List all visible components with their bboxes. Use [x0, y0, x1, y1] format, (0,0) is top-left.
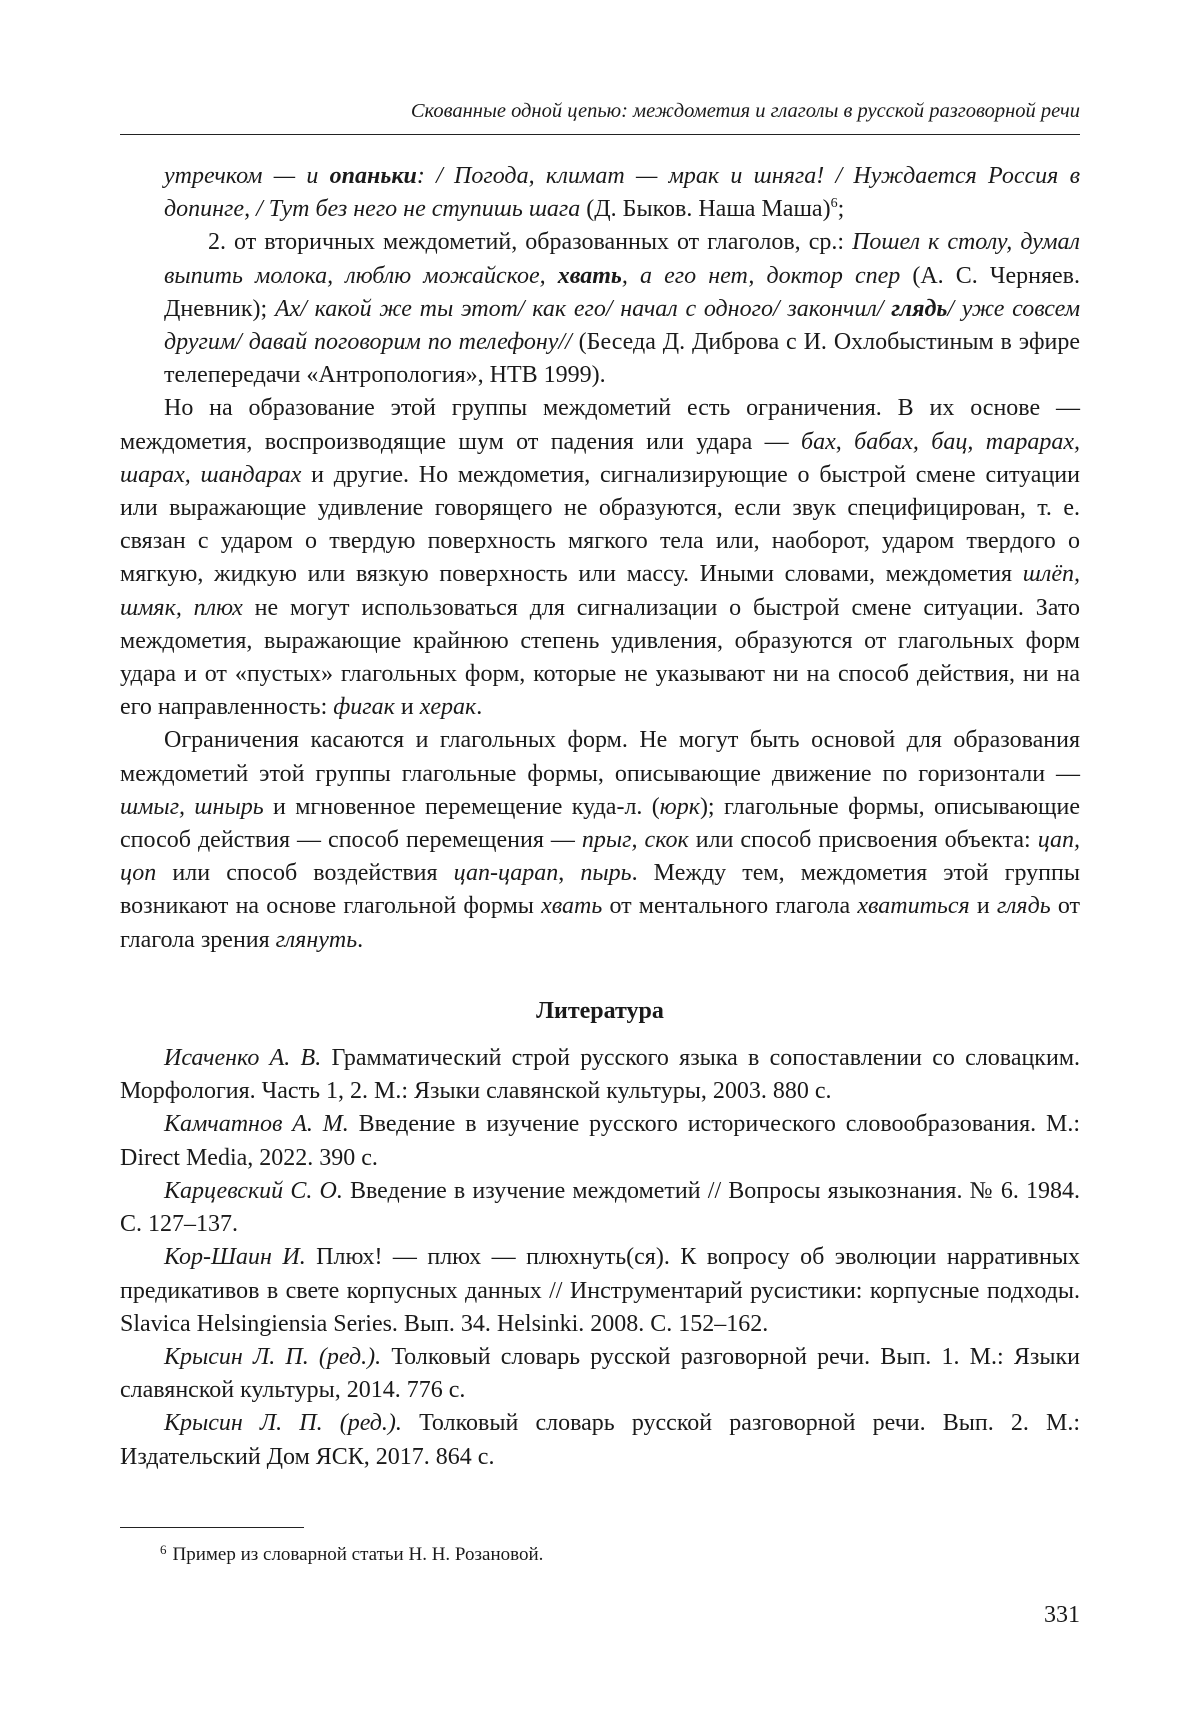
quote-source: (Беседа Д. Диброва с И. Охлобыстиным в эфире телепередачи «Антропология», НТВ 1999).: [164, 329, 1080, 389]
para-text: и мгновенное перемещение куда-л. (: [263, 793, 660, 820]
para-text: Ограничения касаются и глагольных форм. Не могут быть основой для образования междометий этой группы глагольные формы, описывающие движение по горизонтали —: [120, 727, 1080, 787]
reference-text: Грамматический строй русского языка в сопоставлении со словацким. Морфология. Часть 1, 2. М.: Языки славянской культуры, 2003. 880 с.: [120, 1045, 1081, 1105]
example-block: [164, 160, 1080, 392]
reference-text: Введение в изучение междометий // Вопросы языкознания. № 6. 1984. С. 127–137.: [120, 1177, 1080, 1238]
quote-source: (Д. Быков. Наша Маша): [580, 196, 831, 223]
para-text: и другие. Но междометия, сигнализирующие о быстрой смене ситуации или выражающие удивление говорящего не образуются, если звук специфицирован, т. е. связан с ударом о твердую поверхность мягкого тела или, наоборот, ударом твердого о мягкую, жидкую или вязкую поверхность или массу. Иными словами, междометия: [120, 461, 1080, 588]
para-text: или способ воздействия: [156, 860, 454, 887]
para-italic: фигак: [333, 694, 395, 721]
reference-item: [120, 1241, 1080, 1341]
body-paragraph-2: [120, 724, 1080, 956]
quote-punct: ;: [837, 196, 845, 223]
para-text: от глагола зрения: [120, 893, 1081, 953]
quote-italic: / уже совсем другим/ давай поговорим по телефону//: [164, 295, 1081, 356]
para-italic: юрк: [659, 793, 700, 820]
body-paragraph-1: [120, 392, 1080, 724]
para-italic: хватиться: [857, 893, 970, 920]
reference-item: [120, 1042, 1080, 1108]
reference-author: Исаченко А. В.: [164, 1045, 322, 1072]
reference-author: Кор-Шаин И.: [164, 1244, 306, 1271]
para-text: Но на образование этой группы междометий есть ограничения. В их основе — междометия, воспроизводящие шум от падения или удара —: [120, 395, 1080, 455]
quote-source: (А. С. Черняев. Дневник);: [164, 262, 1081, 322]
footnote-text: Пример из словарной статьи Н. Н. Розановой.: [172, 1544, 544, 1565]
para-italic: цап, цоп: [120, 827, 1081, 887]
reference-author: Крысин Л. П. (ред.).: [164, 1410, 402, 1437]
para-text: и: [969, 893, 997, 920]
running-head: Скованные одной цепью: междометия и глаголы в русской разговорной речи: [410, 100, 1080, 122]
quote-italic: , а его нет, доктор спер: [621, 262, 901, 289]
reference-text: Толковый словарь русской разговорной речи. Вып. 1. М.: Языки славянской культуры, 2014. 776 с.: [120, 1343, 1081, 1404]
header-rule: [120, 134, 1080, 135]
reference-text: Плюх! — плюх — плюхнуть(ся). К вопросу об эволюции нарративных предикативов в свете корпусных данных // Инструментарий русистики: корпусные подходы. Slavica Helsingiensia Series. Вып. 34. Helsinki. 2008. С. 152–162.: [120, 1244, 1080, 1337]
quote-italic: : / Погода, климат — мрак и шняга! / Нуждается Россия в допинге, / Тут без него не ступишь шага: [164, 163, 1080, 223]
para-italic: шмыг, шнырь: [120, 793, 264, 820]
reference-item: [120, 1407, 1080, 1473]
example-quote-2: [164, 226, 1080, 392]
reference-item: [120, 1108, 1080, 1174]
para-text: ); глагольные формы, описывающие способ действия — способ перемещения —: [120, 793, 1080, 854]
page-number: 331: [1044, 1602, 1080, 1628]
para-text: не могут использоваться для сигнализации о быстрой смене ситуации. Зато междометия, выражающие крайнюю степень удивления, образуются от глагольных форм удара и от «пустых» глагольных форм, которые не указывают ни на способ действия, ни на его направленность:: [120, 594, 1080, 721]
quote-bold-italic: хвать: [557, 262, 622, 289]
para-text: или способ присвоения объекта:: [688, 827, 1038, 854]
footnote-ref[interactable]: 6: [830, 196, 838, 212]
para-italic: глядь: [996, 893, 1051, 920]
reference-author: Карцевский С. О.: [164, 1177, 343, 1204]
para-italic: бах: [801, 428, 836, 455]
footnote-rule: [120, 1527, 304, 1528]
para-italic: глянуть: [275, 926, 358, 953]
para-italic: хвать: [541, 893, 603, 920]
references-heading: Литература: [536, 997, 664, 1024]
quote-text: 2. от вторичных междометий, образованных от глаголов, ср.:: [208, 229, 853, 256]
para-text: ,: [558, 860, 581, 887]
reference-text: Введение в изучение русского исторического словообразования. М.: Direct Media, 2022. 390 с.: [120, 1111, 1081, 1171]
reference-text: Толковый словарь русской разговорной речи. Вып. 2. М.: Издательский Дом ЯСК, 2017. 864 с.: [120, 1410, 1081, 1470]
para-text: ,: [835, 428, 855, 455]
example-quote-1: [164, 160, 1080, 226]
reference-item: [120, 1175, 1080, 1241]
footnote-number: 6: [160, 1542, 167, 1557]
quote-italic: Пошел к столу, думал выпить молока, люблю можайское,: [164, 229, 1080, 289]
para-italic: бабах, бац, тарарах, шарах, шандарах: [120, 428, 1081, 488]
para-text: .: [476, 694, 483, 721]
reference-author: Крысин Л. П. (ред.).: [164, 1343, 382, 1370]
para-text: .: [357, 926, 364, 953]
para-text: и: [394, 694, 420, 721]
para-italic: прыг, скок: [581, 827, 689, 854]
para-italic: шлёп, шмяк, плюх: [120, 561, 1080, 621]
quote-bold-italic: опаньки: [329, 163, 417, 189]
quote-bold-italic: глядь: [891, 295, 948, 322]
footnote: [160, 1544, 543, 1566]
para-italic: пырь: [580, 860, 632, 887]
quote-italic: утречком — и: [164, 163, 330, 189]
reference-item: [120, 1341, 1080, 1407]
para-text: . Между тем, междометия этой группы возникают на основе глагольной формы: [120, 860, 1080, 920]
para-italic: херак: [419, 694, 477, 721]
para-italic: цап-царап: [453, 860, 559, 887]
reference-author: Камчатнов А. М.: [164, 1111, 349, 1138]
page-body: [120, 160, 1080, 1474]
quote-italic: Ах/ какой же ты этот/ как его/ начал с одного/ закончил/: [274, 295, 892, 322]
para-text: от ментального глагола: [602, 893, 858, 920]
